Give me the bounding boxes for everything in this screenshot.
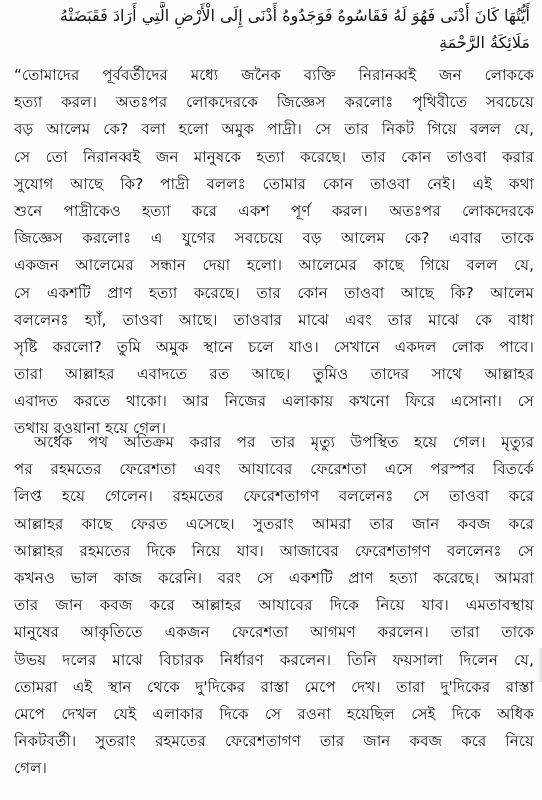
text-line: মেপে দেখল যেই এলাকার দিকে সে রওনা হয়েছিল সেই দিকে অধিক (14, 704, 534, 723)
text-line: বললেনঃ হ্যাঁ, তাওবা আছে। তাওবার মাঝে এবং তার মাঝে কে বাধা (14, 310, 534, 329)
text-line: “তোমাদের পূর্ববর্তীদের মধ্যে জনৈক ব্যক্তি নিরানব্বই জন লোককে (14, 66, 534, 84)
text-line: নিকটবর্তী। সুতরাং রহমতের ফেরেশতাগণ তার জান কবজ করে নিয়ে (14, 732, 534, 751)
text-line: কখনও ভাল কাজ করেনি। বরং সে একশটি প্রাণ হত্যা করেছে। আমরা (14, 568, 534, 587)
text-line: হত্যা করল। অতঃপর লোকদেরকে জিজ্ঞেস করলোঃ পৃথিবীতে সবচেয়ে (14, 93, 534, 112)
text-line: তথায় রওয়ানা হয়ে গেল। (14, 419, 167, 438)
text-line: আল্লাহর রহমতের দিকে নিয়ে যাব। আজাবের ফেরেশতাগণ বললেনঃ সে (14, 541, 534, 560)
arabic-line: أَيُّتُهَا كَانَ أَدْنَى فَهُوَ لَهُ فَقَاسُوهُ فَوَجَدُوهُ أَدْنَى إِلَى الْأَرْضِ الَّتِي أَرَادَ فَقَبَضَتْهُ (59, 6, 530, 25)
text-line: শুনে পাদ্রীকেও হত্যা করে একশ পূর্ণ করল। অতঃপর লোকদেরকে (14, 201, 534, 220)
scan-edge-shadow (537, 648, 542, 682)
bengali-paragraph-1 (14, 62, 534, 443)
text-line: আল্লাহর কাছে ফেরত এসেছে। সুতরাং আমরা তার জান কবজ করে (14, 514, 534, 533)
text-line: সে একশটি প্রাণ হত্যা করেছে। তার কোন তাওবা আছে কি? আলেম (14, 283, 534, 302)
text-line: মানুষের আকৃতিতে একজন ফেরেশতা আগমণ করলেন। তারা তাকে (14, 623, 534, 642)
text-line: লিপ্ত হয়ে গেলেন। রহমতের ফেরেশতাগণ বললেনঃ সে তাওবা করে (14, 487, 534, 506)
text-line: তার জান কবজ করে আল্লাহর আযাবের দিকে নিয়ে যাব। এমতাবস্থায় (14, 596, 534, 615)
arabic-line: مَلَائِكَةُ الرَّحْمَةِ (439, 33, 530, 52)
text-line: উভয় দলের মাঝে বিচারক নির্ধারণ করলেন। তিনি ফয়সালা দিলেন যে, (14, 650, 534, 669)
text-line: গেল। (14, 759, 48, 778)
text-line: অর্ধেক পথ অতিক্রম করার পর তার মৃত্যু উপস্থিত হয়ে গেল। মৃত্যুর (34, 433, 534, 451)
text-line: সুযোগ আছে কি? পাদ্রী বললঃ তোমার কোন তাওবা নেই। এই কথা (14, 174, 534, 193)
text-line: সৃষ্টি করলো? তুমি অমুক স্থানে চলে যাও। সেখানে একদল লোক পাবে। (14, 337, 534, 356)
text-line: সে তো নিরানব্বই জন মানুষকে হত্যা করেছে। তার কোন তাওবা করার (14, 147, 534, 166)
text-line: এবাদত করতে থাকো। আর নিজের এলাকায় কখনো ফিরে এসোনা। সে (14, 392, 534, 411)
text-line: বড় আলেম কে? বলা হলো অমুক পাদ্রী। সে তার নিকট গিয়ে বলল যে, (14, 120, 534, 139)
text-line: তারা আল্লাহর এবাদতে রত আছে। তুমিও তাদের সাথে আল্লাহর (14, 365, 534, 384)
text-line: তোমরা এই স্থান থেকে দু'দিকের রাস্তা মেপে দেখ। তারা দু'দিকের রাস্তা (14, 677, 534, 696)
text-line: পর রহমতের ফেরেশতা এবং আযাবের ফেরেশতা এসে পরস্পর বিতর্কে (14, 460, 534, 479)
arabic-hadith-text (10, 2, 530, 56)
text-line: জিজ্ঞেস করলোঃ এ যুগের সবচেয়ে বড় আলেম কে? এবার তাকে (14, 229, 534, 248)
text-line: একজন আলেমের সন্ধান দেয়া হলো। আলেমের কাছে গিয়ে বলল যে, (14, 256, 534, 275)
bengali-paragraph-2 (14, 429, 534, 782)
